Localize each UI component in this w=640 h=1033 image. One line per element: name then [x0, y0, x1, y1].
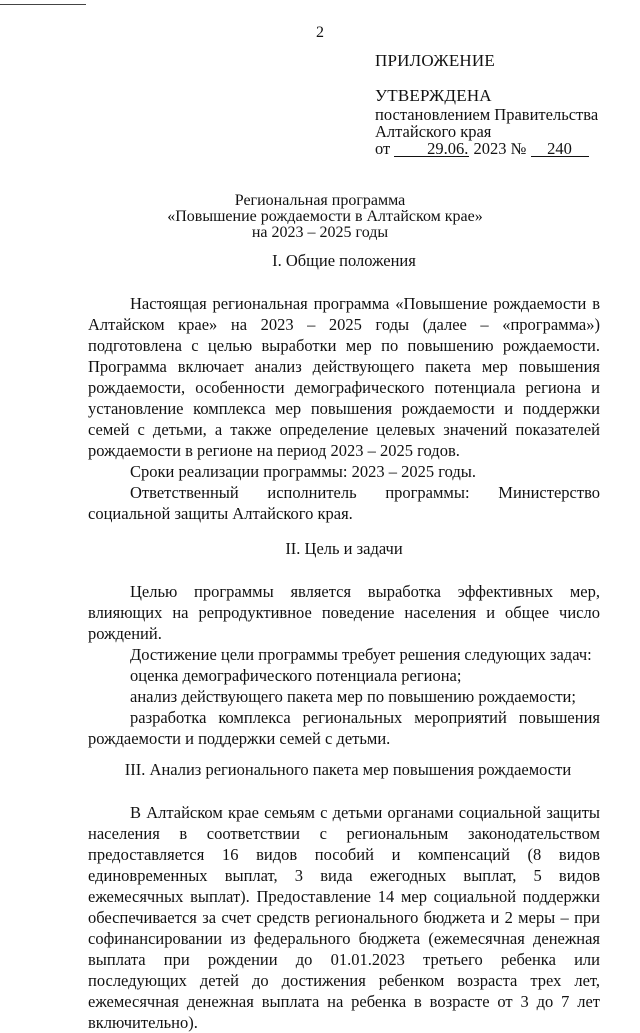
approval-line-region: Алтайского края: [375, 122, 492, 141]
approval-block: [375, 50, 625, 158]
list-item-task-3: разработка комплекса региональных мероприятий повышения рождаемости и поддержки семей с детьми.: [88, 708, 600, 748]
title-line-1: Региональная программа: [234, 192, 406, 209]
program-title: [0, 193, 640, 241]
list-item-task-1: оценка демографического потенциала региона;: [130, 666, 462, 685]
title-line-3: на 2023 – 2025 годы: [251, 224, 389, 241]
paragraph-general-terms: Сроки реализации программы: 2023 – 2025 годы.: [130, 462, 476, 481]
paragraph-tasks-intro: Достижение цели программы требует решения следующих задач:: [130, 645, 592, 664]
paragraph-general-intro: Настоящая региональная программа «Повышение рождаемости в Алтайском крае» на 2023 – 2025 годы (далее – «программа») подготовлена с целью выработки мер по повышению рождаемости. Программа включает анализ действующего пакета мер повышения рождаемости, особенности демографического потенциала региона и установление комплекса мер повышения рождаемости и поддержки семей с детьми, а также определение целевых значений показателей рождаемости в регионе на период 2023 – 2025 годов.: [88, 294, 600, 460]
page-number: 2: [316, 24, 324, 41]
approval-number: 240: [531, 141, 589, 157]
approval-year: 2023: [473, 139, 507, 158]
section-heading-analysis: III. Анализ регионального пакета мер повышения рождаемости: [124, 760, 572, 779]
section-heading-general: I. Общие положения: [272, 251, 416, 270]
top-rule: [0, 4, 86, 5]
approved-label: УТВЕРЖДЕНА: [375, 86, 492, 105]
paragraph-goal: Целью программы является выработка эффективных мер, влияющих на репродуктивное поведение населения и общее число рождений.: [88, 582, 600, 643]
number-label: №: [510, 139, 527, 158]
paragraph-general-executor: Ответственный исполнитель программы: Министерство социальной защиты Алтайского края.: [88, 483, 600, 523]
paragraph-analysis: В Алтайском крае семьям с детьми органами социальной защиты населения в соответствии с региональным законодательством предоставляется 16 видов пособий и компенсаций (8 видов единовременных выплат, 3 вида ежегодных выплат, 5 видов ежемесячных выплат). Предоставление 14 мер социальной поддержки обеспечивается за счет средств регионального бюджета и 2 меры – при софинансировании из федерального бюджета (ежемесячная денежная выплата при рождении до 01.01.2023 третьего ребенка или последующих детей до достижения ребенком возраста трех лет, ежемесячная денежная выплата на ребенка в возрасте от 3 до 7 лет включительно).: [88, 803, 600, 1032]
list-item-task-2: анализ действующего пакета мер по повышению рождаемости;: [130, 687, 576, 706]
section-heading-goals: II. Цель и задачи: [285, 539, 403, 558]
from-label: от: [375, 139, 391, 158]
title-line-2: «Повышение рождаемости в Алтайском крае»: [167, 208, 483, 225]
appendix-label: ПРИЛОЖЕНИЕ: [375, 51, 495, 70]
approval-line-resolution: постановлением Правительства: [375, 105, 599, 124]
document-body: [88, 250, 600, 1033]
approval-date-line: [375, 140, 625, 158]
approval-date: 29.06.: [394, 141, 469, 157]
